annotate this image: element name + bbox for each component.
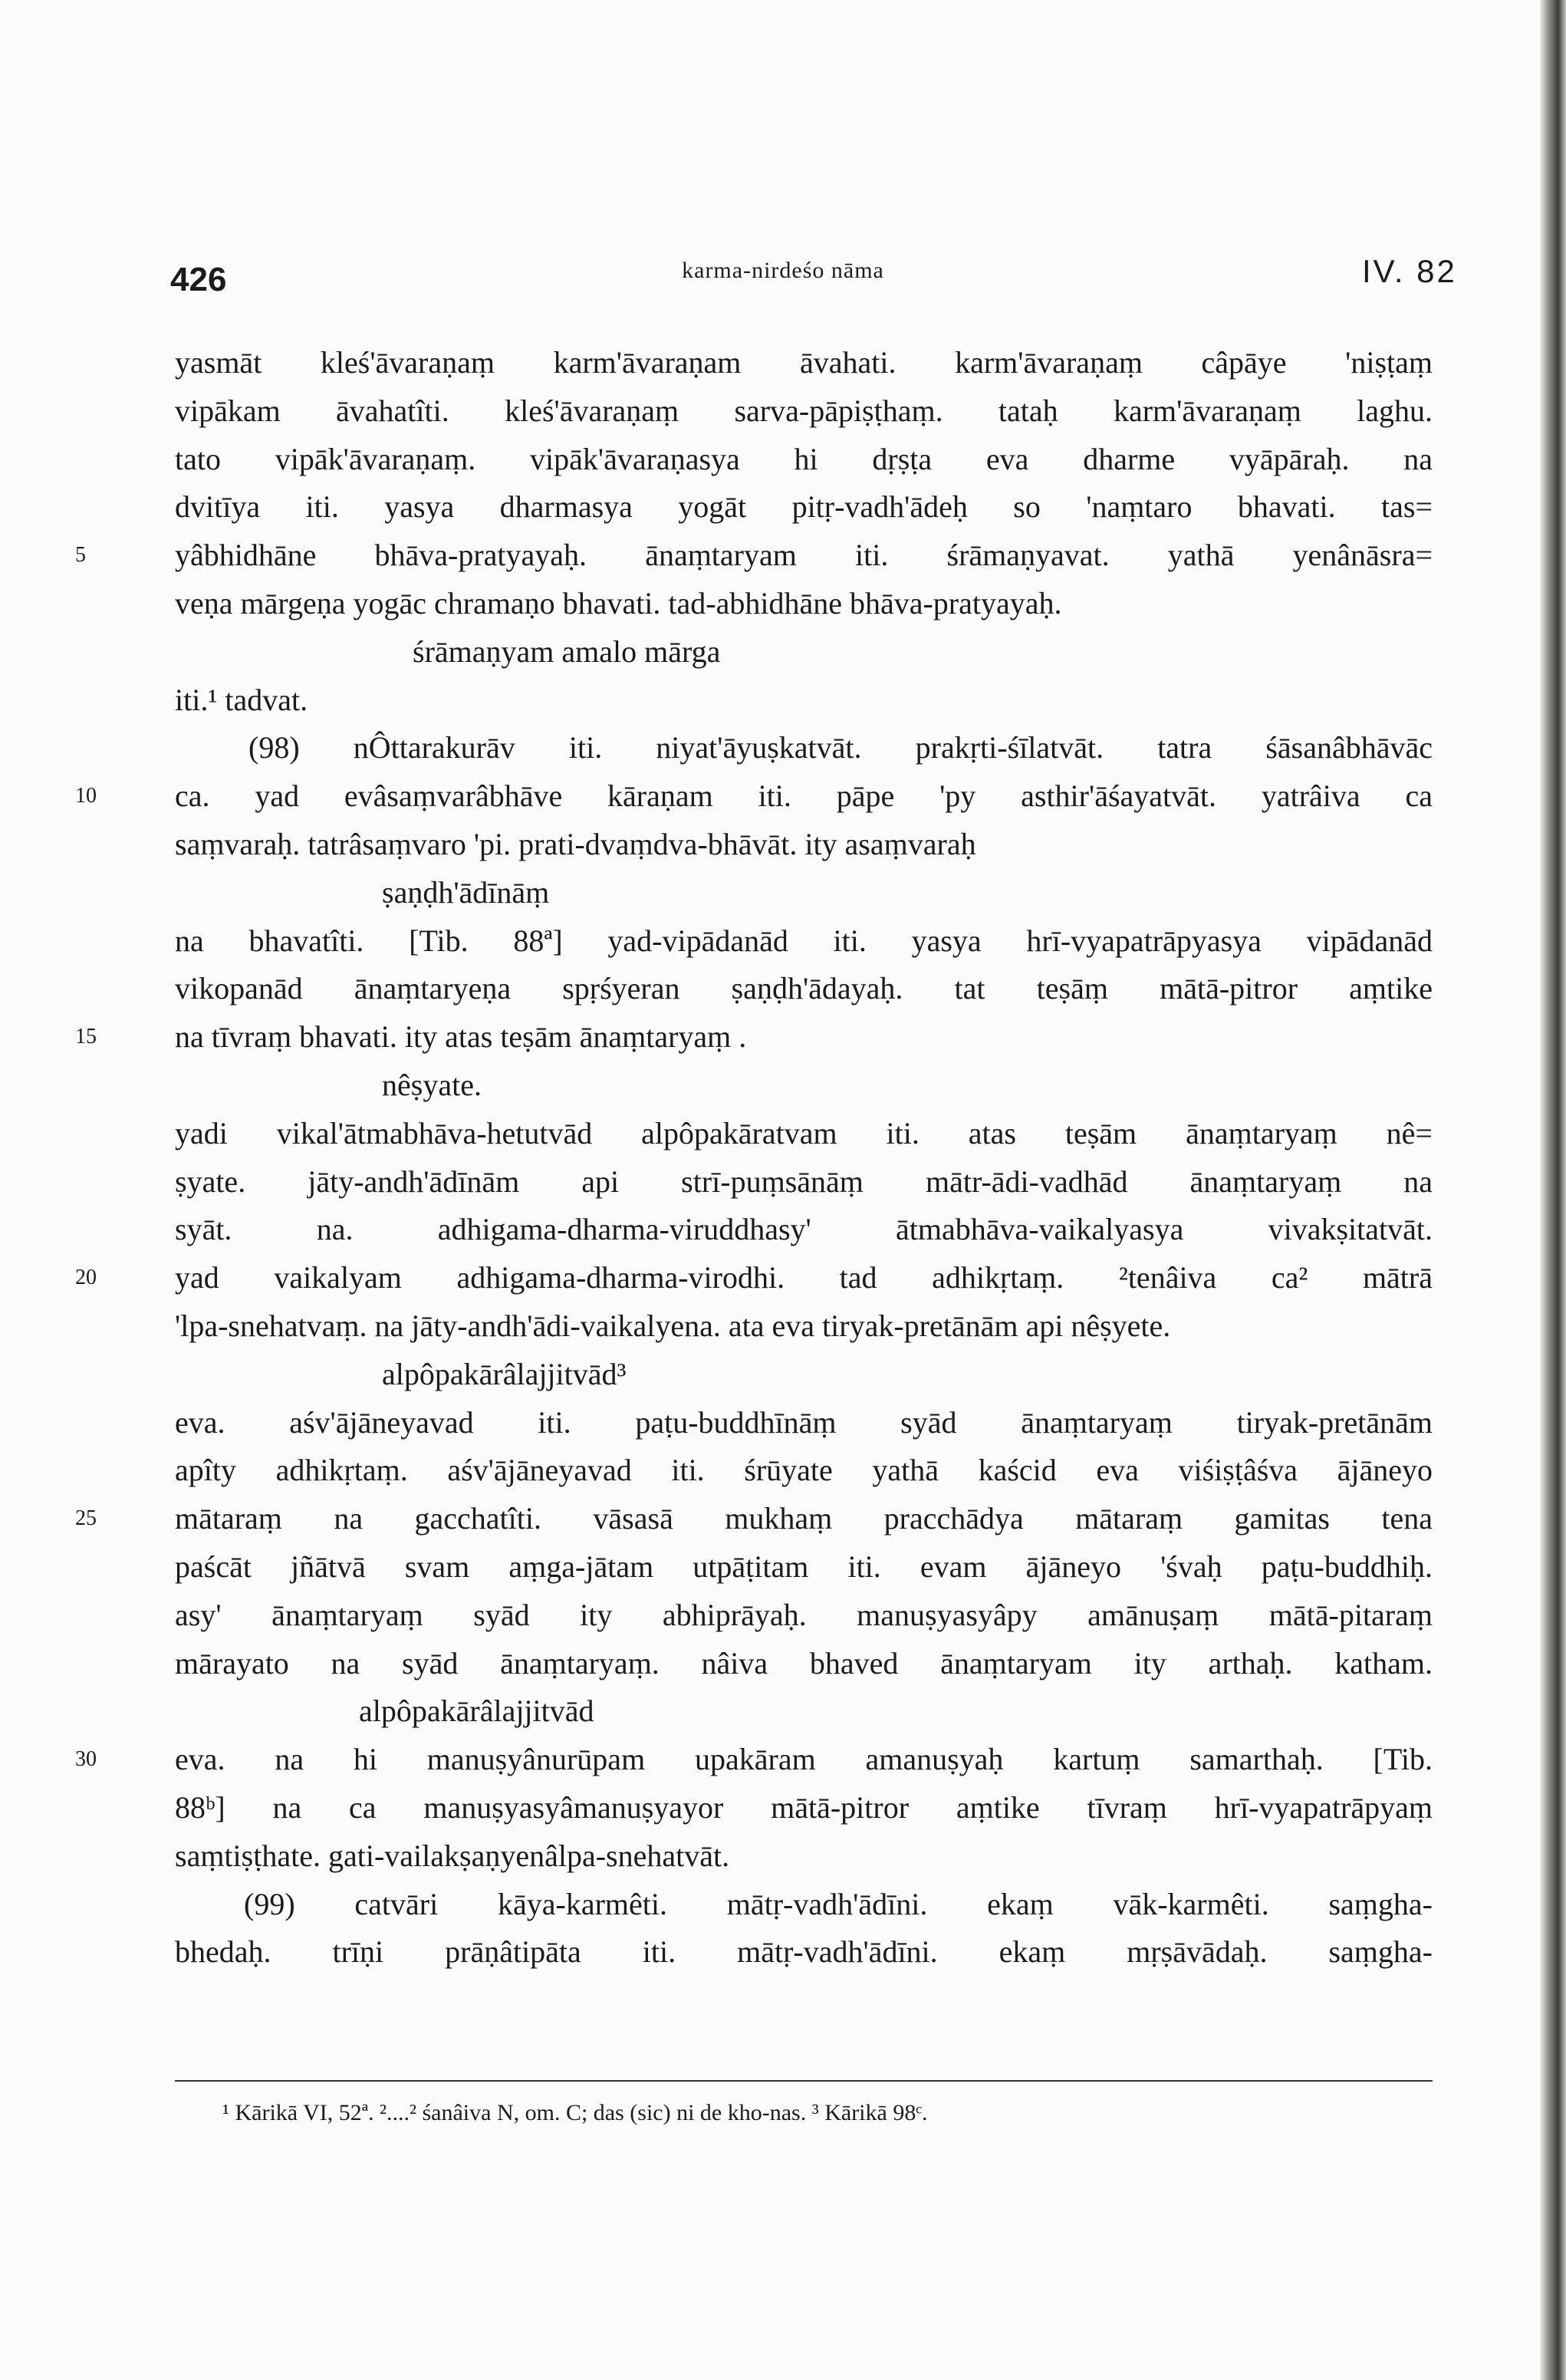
text-line: 25 mātaraṃ na gacchatîti. vāsasā mukhaṃ pracchādya mātaraṃ gamitas tena	[175, 1495, 1433, 1543]
text-line: 10 ca. yad evâsaṃvarâbhāve kāraṇam iti. pāpe 'py asthir'āśayatvāt. yatrâiva ca	[175, 772, 1433, 821]
line-number: 15	[75, 1025, 97, 1049]
verse-line: alpôpakārâlajjitvād³	[382, 1356, 627, 1391]
text-line: 30 eva. na hi manuṣyânurūpam upakāram amanuṣyaḥ kartuṃ samarthaḥ. [Tib.	[175, 1736, 1433, 1784]
verse-line: śrāmaṇyam amalo mārga	[413, 634, 721, 669]
verse-line: ṣaṇḍh'ādīnāṃ	[382, 874, 550, 910]
text-line: yadi vikal'ātmabhāva-hetutvād alpôpakāratvam iti. atas teṣām ānaṃtaryaṃ nê=	[175, 1115, 1433, 1150]
text-line: tato vipāk'āvaraṇaṃ. vipāk'āvaraṇasya hi dṛṣṭa eva dharme vyāpāraḥ. na	[175, 441, 1433, 476]
text-line: mārayato na syād ānaṃtaryaṃ. nâiva bhaved ānaṃtaryam ity arthaḥ. katham.	[175, 1645, 1433, 1680]
text-line: na bhavatîti. [Tib. 88ª] yad-vipādanād iti. yasya hrī-vyapatrāpyasya vipādanād	[175, 923, 1433, 958]
text-line: eva. aśv'ājāneyavad iti. paṭu-buddhīnāṃ syād ānaṃtaryaṃ tiryak-pretānām	[175, 1404, 1433, 1440]
footnotes: ¹ Kārikā VI, 52ª. ²....² śanâiva N, om. C; das (sic) ni de kho-nas. ³ Kārikā 98ᶜ.	[222, 2100, 928, 2125]
line-number: 10	[75, 784, 97, 808]
text-line: iti.¹ tadvat.	[175, 682, 308, 717]
text-line: (99) catvāri kāya-karmêti. mātṛ-vadh'ādīni. ekaṃ vāk-karmêti. saṃgha-	[244, 1886, 1433, 1921]
line-number: 20	[75, 1266, 97, 1290]
text-line: 20 yad vaikalyam adhigama-dharma-virodhi. tad adhikṛtaṃ. ²tenâiva ca² mātrā	[175, 1254, 1433, 1302]
body-text	[75, 339, 1433, 1977]
verse-line: alpôpakārâlajjitvād	[359, 1694, 594, 1729]
text-line: vipākam āvahatîti. kleś'āvaraṇaṃ sarva-pāpiṣṭhaṃ. tataḥ karm'āvaraṇaṃ laghu.	[175, 393, 1433, 428]
text-line: saṃtiṣṭhate. gati-vailakṣaṇyenâlpa-snehatvāt.	[175, 1838, 730, 1873]
text-line: 88ᵇ] na ca manuṣyasyâmanuṣyayor mātā-pitror aṃtike tīvraṃ hrī-vyapatrāpyaṃ	[175, 1789, 1433, 1825]
text-line: saṃvaraḥ. tatrâsaṃvaro 'pi. prati-dvaṃdva-bhāvāt. ity asaṃvaraḥ	[175, 826, 976, 861]
line-number: 25	[75, 1506, 97, 1531]
text-line: paścāt jñātvā svam aṃga-jātam utpāṭitam iti. evam ājāneyo 'śvaḥ paṭu-buddhiḥ.	[175, 1549, 1433, 1584]
text-line: (98) nÔttarakurāv iti. niyat'āyuṣkatvāt. prakṛti-śīlatvāt. tatra śāsanâbhāvāc	[248, 730, 1433, 765]
text-line: syāt. na. adhigama-dharma-viruddhasy' ātmabhāva-vaikalyasya vivakṣitatvāt.	[175, 1212, 1433, 1247]
text-line: 15 na tīvraṃ bhavati. ity atas teṣām ānaṃtaryaṃ .	[175, 1013, 1433, 1062]
text-line: vikopanād ānaṃtaryeṇa spṛśyeran ṣaṇḍh'ādayaḥ. tat teṣāṃ mātā-pitror aṃtike	[175, 971, 1433, 1006]
text-line: 'lpa-snehatvaṃ. na jāty-andh'ādi-vaikalyena. ata eva tiryak-pretānām api nêṣyete.	[175, 1308, 1171, 1343]
text-line: yasmāt kleś'āvaraṇaṃ karm'āvaraṇam āvahati. karm'āvaraṇaṃ câpāye 'niṣṭaṃ	[175, 345, 1433, 380]
text-line: veṇa mārgeṇa yogāc chramaṇo bhavati. tad-abhidhāne bhāva-pratyayaḥ.	[175, 585, 1062, 621]
verse-line: nêṣyate.	[382, 1067, 482, 1102]
text-line: bhedaḥ. trīṇi prāṇâtipāta iti. mātṛ-vadh'ādīni. ekaṃ mṛṣāvādaḥ. saṃgha-	[175, 1934, 1433, 1970]
text-line: ṣyate. jāty-andh'ādīnām api strī-puṃsānāṃ mātr-ādi-vadhād ānaṃtaryaṃ na	[175, 1164, 1433, 1199]
page-edge-shadow	[1540, 0, 1566, 2380]
text-line: asy' ānaṃtaryaṃ syād ity abhiprāyaḥ. manuṣyasyâpy amānuṣaṃ mātā-pitaraṃ	[175, 1597, 1433, 1632]
page-number: 426	[170, 261, 227, 298]
footnote-rule	[175, 2080, 1433, 2082]
running-title: karma-nirdeśo nāma	[682, 258, 884, 283]
line-number: 30	[75, 1747, 97, 1772]
section-reference: IV. 82	[1362, 253, 1457, 289]
text-line: dvitīya iti. yasya dharmasya yogāt pitṛ-vadh'ādeḥ so 'naṃtaro bhavati. tas=	[175, 489, 1433, 525]
line-number: 5	[75, 543, 86, 568]
text-line: apîty adhikṛtaṃ. aśv'ājāneyavad iti. śrūyate yathā kaścid eva viśiṣṭâśva ājāneyo	[175, 1453, 1433, 1488]
text-line: 5 yâbhidhāne bhāva-pratyayaḥ. ānaṃtaryam iti. śrāmaṇyavat. yathā yenânāsra=	[175, 532, 1433, 580]
